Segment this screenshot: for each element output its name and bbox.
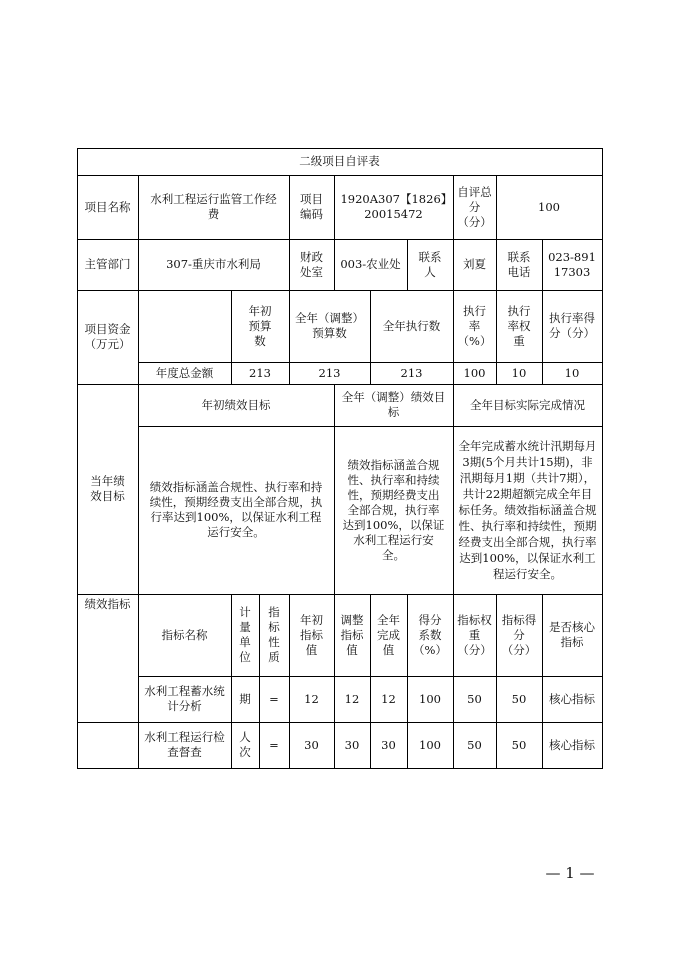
funds-exec-rate: 100: [463, 365, 486, 380]
table-row-2-core: 核心指标: [549, 737, 595, 752]
actual-goal-header: 全年目标实际完成情况: [470, 397, 585, 412]
unit-header: 计量单位: [239, 605, 251, 664]
contact: 刘夏: [463, 257, 486, 271]
page-number: — 1 —: [545, 864, 595, 882]
table-row-1-adjusted: 12: [344, 691, 360, 706]
phone-label: 联系电话: [507, 249, 531, 279]
funds-adjusted: 213: [318, 365, 341, 380]
adjusted-value-header: 调整指标值: [340, 612, 364, 657]
contact-label: 联系人: [418, 249, 442, 279]
table-row-1-unit: 期: [239, 691, 251, 706]
table-row-1-score: 50: [511, 691, 527, 706]
initial-goal-header: 年初绩效目标: [201, 397, 271, 412]
indicator-weight-header: 指标权重（分）: [457, 612, 492, 657]
goals-label: 当年绩效目标: [90, 474, 125, 503]
adjusted-goal-text: 绩效指标涵盖合规性、执行率和持续性，预期经费支出全部合规，执行率达到100%，以保证水利工程运行安全。: [342, 457, 445, 562]
finance-office: 003-农业处: [340, 257, 401, 271]
table-row-2-name: 水利工程运行检查督查: [144, 730, 225, 759]
adjusted-budget-header: 全年（调整）预算数: [295, 311, 364, 340]
funds-label: 项目资金（万元）: [84, 322, 131, 351]
table-row-2-coef: 100: [419, 737, 441, 752]
exec-rate-header: 执行率（%）: [457, 303, 492, 348]
project-name-label: 项目名称: [84, 199, 131, 214]
table-row-1-name: 水利工程蓄水统计分析: [144, 684, 225, 713]
funds-exec-weight: 10: [511, 365, 527, 380]
executed-header: 全年执行数: [382, 318, 441, 333]
initial-budget-header: 年初预算数: [248, 303, 272, 348]
table-row-2-unit: 人次: [239, 730, 251, 759]
finance-office-label: 财政处室: [300, 249, 323, 279]
initial-goal-text: 绩效指标涵盖合规性、执行率和持续性，预期经费支出全部合规，执行率达到100%，以保证水利工程运行安全。: [149, 480, 323, 539]
table-row-1-core: 核心指标: [549, 691, 595, 706]
funds-row-label: 年度总金额: [155, 365, 214, 380]
table-row-1-completed: 12: [381, 691, 396, 706]
table-row-1-coef: 100: [419, 691, 441, 706]
indicator-score-header: 指标得分（分）: [501, 612, 537, 657]
project-name: 水利工程运行监管工作经费: [150, 192, 277, 221]
adjusted-goal-header: 全年（调整）绩效目标: [341, 390, 446, 419]
score-coef-header: 得分系数（%）: [413, 612, 447, 657]
initial-value-header: 年初指标值: [300, 612, 323, 657]
indicators-label: 绩效指标: [84, 596, 131, 611]
table-title: 二级项目自评表: [299, 154, 380, 168]
table-row-1-weight: 50: [467, 691, 482, 706]
table-row-2-nature: =: [269, 737, 279, 752]
nature-header: 指标性质: [268, 605, 280, 664]
core-indicator-header: 是否核心指标: [549, 620, 595, 649]
actual-goal-text: 全年完成蓄水统计汛期每月3期(5个月共计15期)，非汛期每月1期（共计7期），共计22期超额完成全年目标任务。绩效指标涵盖合规性、执行率和持续性，预期经费支出全部合规，执行率达到100%，以保证水利工程运行安全。: [458, 439, 597, 581]
funds-initial: 213: [249, 365, 271, 380]
exec-weight-header: 执行率权重: [507, 303, 531, 348]
completed-value-header: 全年完成值: [377, 612, 400, 657]
self-score: 100: [538, 199, 560, 214]
project-code: 1920A307【1826】20015472: [340, 192, 447, 221]
exec-score-header: 执行率得分（分）: [549, 311, 595, 340]
self-score-label: 自评总分（分）: [457, 184, 492, 229]
project-code-label: 项目编码: [300, 192, 323, 221]
table-row-2-score: 50: [511, 737, 527, 752]
funds-exec-score: 10: [564, 365, 580, 380]
indicator-name-header: 指标名称: [161, 627, 208, 642]
table-row-2-initial: 30: [304, 737, 319, 752]
table-row-2-adjusted: 30: [344, 737, 360, 752]
table-border: [77, 768, 603, 769]
table-border: [602, 148, 603, 769]
dept-label: 主管部门: [84, 257, 131, 271]
phone: 023-89117303: [548, 249, 596, 279]
table-row-1-initial: 12: [304, 691, 319, 706]
dept: 307-重庆市水利局: [166, 257, 261, 271]
funds-executed: 213: [400, 365, 423, 380]
table-row-1-nature: =: [269, 691, 279, 706]
table-row-2-weight: 50: [467, 737, 482, 752]
table-row-2-completed: 30: [381, 737, 396, 752]
